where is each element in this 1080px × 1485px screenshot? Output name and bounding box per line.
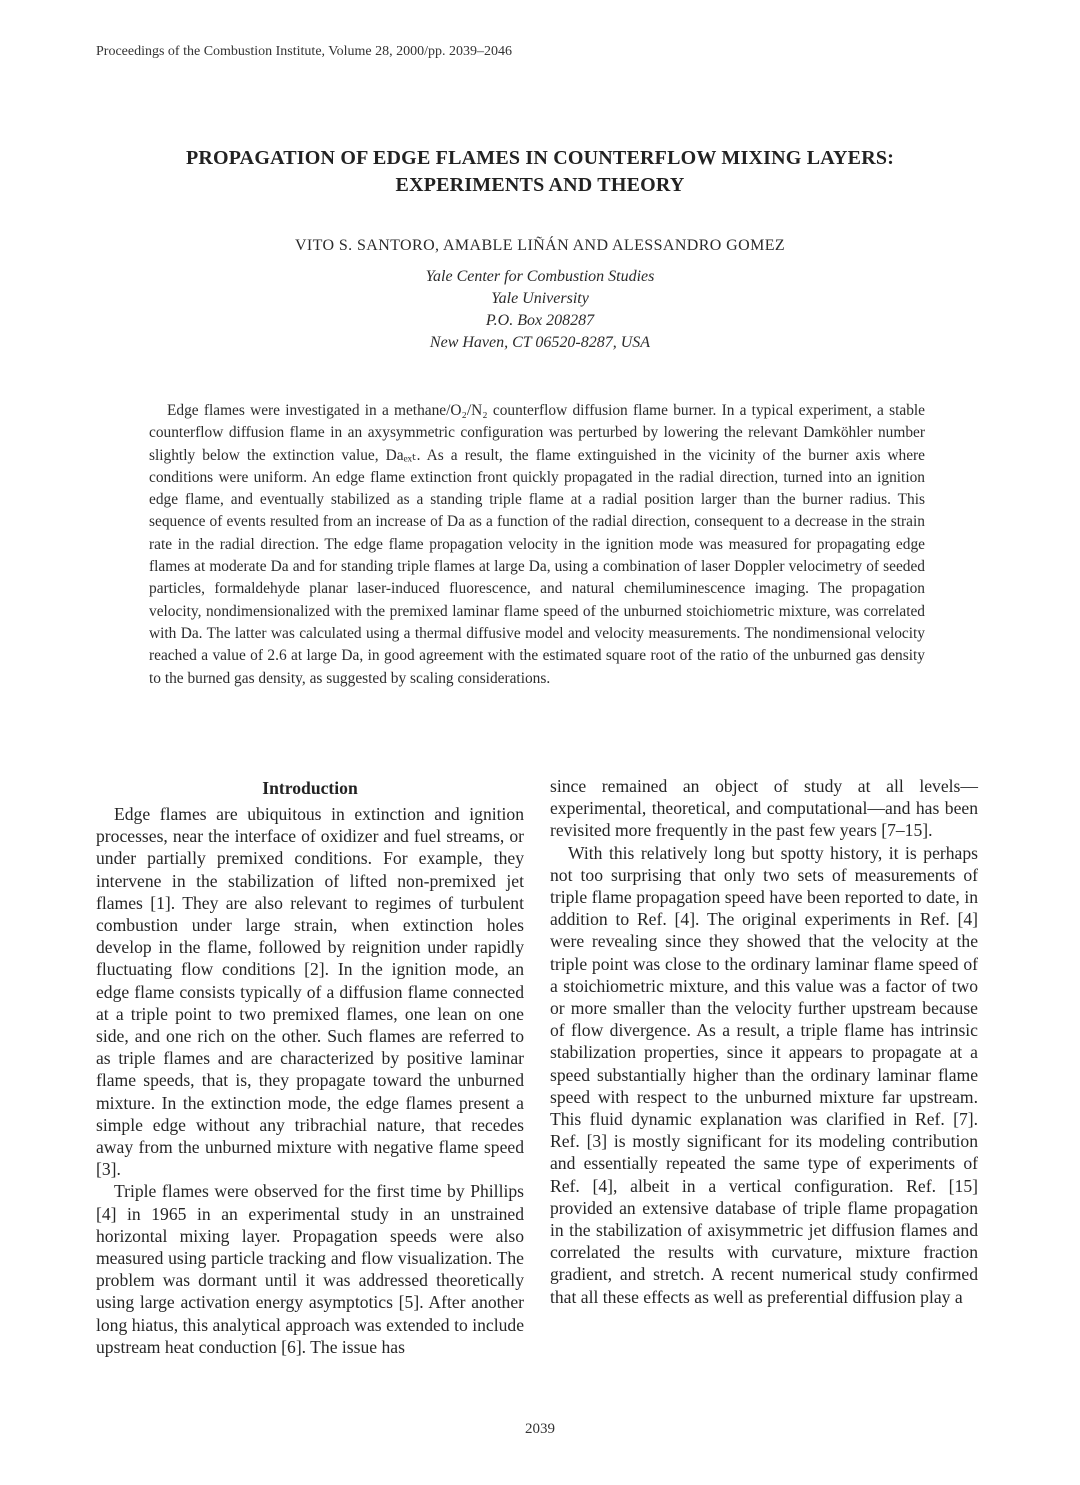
- affiliation-block: [90, 266, 990, 354]
- body-paragraph: With this relatively long but spotty history, it is perhaps not too surprising that only two sets of measurements of triple flame propagation speed have been reported to date, in addition to Ref. [4]. The original experiments in Ref. [4] were revealing since they showed that the velocity at the triple point was close to the ordinary laminar flame speed of a stoichiometric mixture, and this value was a factor of two or more smaller than the velocity further upstream because of flow divergence. As a result, a triple flame has intrinsic stabilization properties, since it appears to propagate at a speed substantially higher than the ordinary laminar flame speed with respect to the unburned mixture far upstream. This fluid dynamic explanation was clarified in Ref. [7]. Ref. [3] is mostly significant for its modeling contribution and essentially repeated the same type of experiments of Ref. [4], albeit in a vertical configuration. Ref. [15] provided an extensive database of triple flame propagation in the stabilization of axisymmetric jet diffusion flames and correlated the results with curvature, mixture fraction gradient, and stretch. A recent numerical study confirmed that all these effects as well as preferential diffusion play a: [550, 842, 978, 1307]
- paper-title: [90, 145, 990, 199]
- body-paragraph: Edge flames are ubiquitous in extinction and ignition processes, near the interface of oxidizer and fuel streams, or under partially premixed conditions. For example, they intervene in the stabilization of lifted non-premixed jet flames [1]. They are also relevant to regimes of turbulent combustion under large strain, when extinction holes develop in the flame, followed by reignition under rapidly fluctuating flow conditions [2]. In the ignition mode, an edge flame consists typically of a diffusion flame connected at a triple point to two premixed flames, one lean on one side, and one rich on the other. Such flames are referred to as triple flames and are characterized by positive laminar flame speeds, that is, they propagate toward the unburned mixture. In the extinction mode, the edge flames present a simple edge without any tribrachial nature, that recedes away from the unburned mixture with negative flame speed [3].: [96, 804, 524, 1180]
- author-list: VITO S. SANTORO, AMABLE LIÑÁN AND ALESSANDRO GOMEZ: [294, 237, 786, 254]
- title-line-2: EXPERIMENTS AND THEORY: [395, 174, 685, 196]
- body-paragraph: Triple flames were observed for the first time by Phillips [4] in 1965 in an experimental study in an unstrained horizontal mixing layer. Propagation speeds were also measured using particle tracking and flow visualization. The problem was dormant until it was addressed theoretically using large activation energy asymptotics [5]. After another long hiatus, this analytical approach was extended to include upstream heat conduction [6]. The issue has: [96, 1181, 524, 1357]
- section-heading-introduction: Introduction: [262, 778, 358, 798]
- body-column-left: [96, 775, 524, 1358]
- abstract: Edge flames were investigated in a methane/O₂/N₂ counterflow diffusion flame burner. In a typical experiment, a stable counterflow diffusion flame in an axysymmetric configuration was perturbed by lowering the relevant Damköhler number slightly below the extinction value, Daₑₓₜ. As a result, the flame extinguished in the vicinity of the burner axis where conditions were uniform. An edge flame extinction front quickly propagated in the radial direction, turned into an ignition edge flame, and eventually stabilized as a standing triple flame at a radial position larger than the burner radius. This sequence of events resulted from an increase of Da as a function of the radial direction, consequent to a decrease in the strain rate in the radial direction. The edge flame propagation velocity in the ignition mode was measured for propagating edge flames at moderate Da and for standing triple flames at large Da, using a combination of laser Doppler velocimetry of seeded particles, formaldehyde planar laser-induced fluorescence, and natural chemiluminescence imaging. The propagation velocity, nondimensionalized with the premixed laminar flame speed of the unburned stoichiometric mixture, was correlated with Da. The latter was calculated using a thermal diffusive model and velocity measurements. The nondimensional velocity reached a value of 2.6 at large Da, in good agreement with the estimated square root of the ratio of the unburned gas density to the burned gas density, as suggested by scaling considerations.: [149, 402, 925, 687]
- affiliation-line: Yale University: [491, 290, 589, 307]
- title-line-1: PROPAGATION OF EDGE FLAMES IN COUNTERFLOW MIXING LAYERS:: [185, 147, 895, 169]
- affiliation-line: P.O. Box 208287: [485, 312, 595, 329]
- affiliation-line: Yale Center for Combustion Studies: [425, 268, 655, 285]
- affiliation-line: New Haven, CT 06520-8287, USA: [429, 334, 651, 351]
- body-paragraph: since remained an object of study at all levels—experimental, theoretical, and computational—and has been revisited more frequently in the past few years [7–15].: [550, 776, 978, 841]
- page-number: 2039: [525, 1421, 555, 1437]
- body-column-right: [550, 775, 978, 1308]
- running-header: Proceedings of the Combustion Institute, Volume 28, 2000/pp. 2039–2046: [96, 44, 512, 59]
